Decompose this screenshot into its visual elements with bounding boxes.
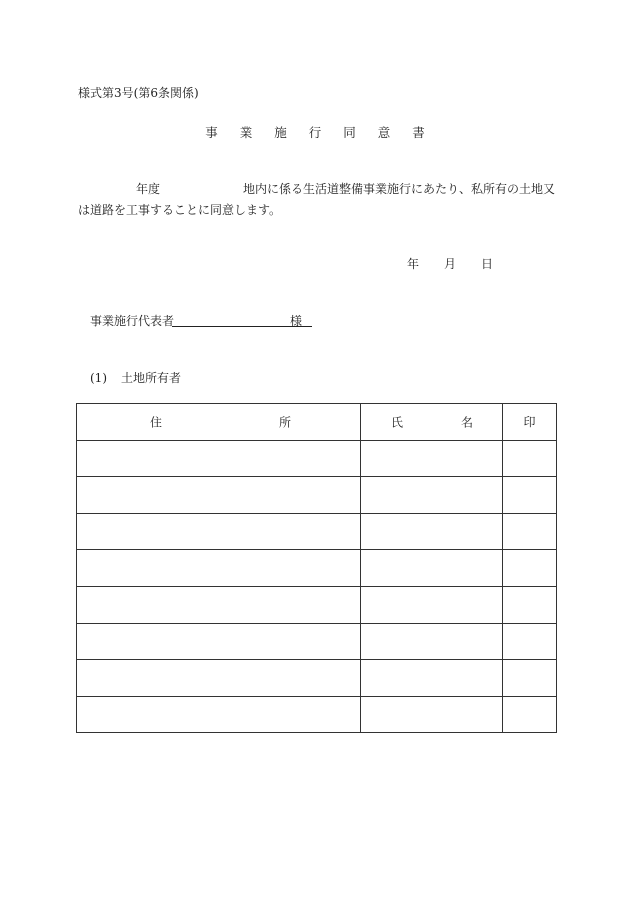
table-row (77, 586, 557, 623)
title-char: 施 (274, 125, 287, 140)
title-char: 業 (239, 125, 253, 140)
seal-cell[interactable] (503, 696, 557, 733)
name-cell[interactable] (361, 660, 503, 697)
seal-cell[interactable] (503, 660, 557, 697)
form-number: 様式第3号(第6条関係) (78, 86, 199, 100)
year-label: 年度 (136, 182, 161, 196)
address-cell[interactable] (77, 696, 361, 733)
header-address (77, 404, 361, 441)
name-cell[interactable] (361, 477, 503, 514)
name-cell[interactable] (361, 696, 503, 733)
name-cell[interactable] (361, 550, 503, 587)
date-month-label: 月 (444, 257, 457, 271)
title-char: 行 (308, 125, 322, 140)
address-cell[interactable] (77, 440, 361, 477)
address-cell[interactable] (77, 586, 361, 623)
table-row (77, 477, 557, 514)
representative-label: 事業施行代表者 (90, 314, 175, 328)
date-day-label: 日 (481, 257, 494, 271)
address-cell[interactable] (77, 623, 361, 660)
address-cell[interactable] (77, 477, 361, 514)
representative-honorific: 様 (290, 314, 303, 328)
paragraph-body-line-2: は道路を工事することに同意します。 (78, 203, 282, 217)
table-row (77, 513, 557, 550)
seal-cell[interactable] (503, 477, 557, 514)
table-row (77, 696, 557, 733)
name-cell[interactable] (361, 513, 503, 550)
title-char: 書 (412, 125, 425, 140)
header-address-left: 住 (150, 415, 163, 430)
section-number: (1) (90, 371, 107, 385)
seal-cell[interactable] (503, 586, 557, 623)
address-cell[interactable] (77, 660, 361, 697)
table-header-row (77, 404, 557, 441)
consent-paragraph-line-1 (78, 180, 558, 196)
address-cell[interactable] (77, 513, 361, 550)
section-heading (90, 369, 181, 386)
land-owners-table (76, 403, 557, 733)
title-char: 意 (377, 125, 391, 140)
address-cell[interactable] (77, 550, 361, 587)
name-cell[interactable] (361, 440, 503, 477)
table-row (77, 550, 557, 587)
name-cell[interactable] (361, 623, 503, 660)
table-row (77, 440, 557, 477)
document-title (0, 123, 630, 141)
table-row (77, 623, 557, 660)
table-row (77, 660, 557, 697)
seal-cell[interactable] (503, 513, 557, 550)
seal-cell[interactable] (503, 623, 557, 660)
seal-cell[interactable] (503, 440, 557, 477)
header-address-right: 所 (279, 415, 292, 430)
paragraph-body-line-1: 地内に係る生活道整備事業施行にあたり、私所有の土地又 (243, 182, 556, 196)
header-seal: 印 (503, 404, 557, 441)
header-name-right: 名 (461, 415, 474, 430)
section-label: 土地所有者 (121, 371, 182, 385)
title-char: 事 (205, 125, 218, 140)
seal-cell[interactable] (503, 550, 557, 587)
title-char: 同 (343, 125, 356, 140)
header-name-left: 氏 (391, 415, 404, 430)
name-cell[interactable] (361, 586, 503, 623)
header-name (361, 404, 503, 441)
representative-line (90, 312, 330, 330)
date-year-label: 年 (407, 257, 420, 271)
